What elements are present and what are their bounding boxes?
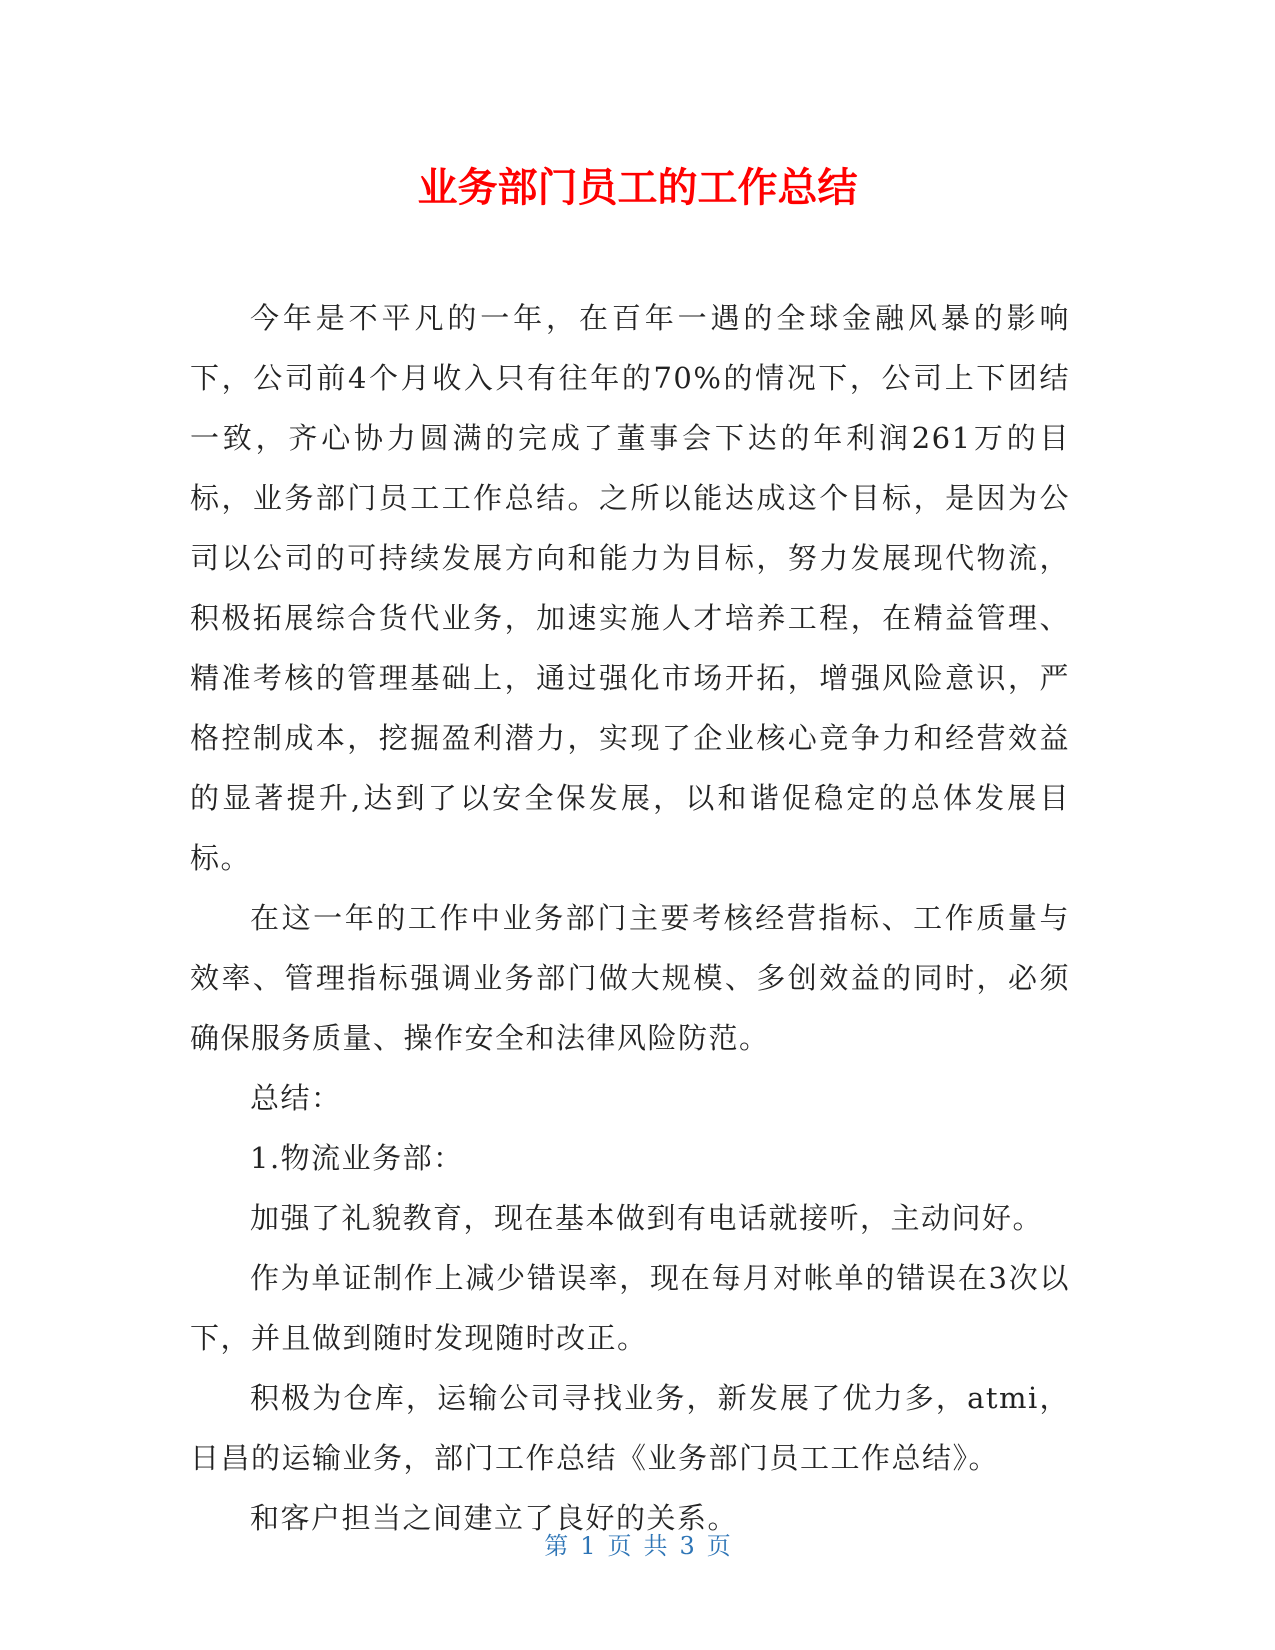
paragraph-client-relations: 和客户担当之间建立了良好的关系。 xyxy=(250,1501,739,1535)
page-footer xyxy=(0,1530,1275,1562)
paragraph-summary-heading: 总结： xyxy=(250,1081,342,1115)
paragraph-intro: 今年是不平凡的一年，在百年一遇的全球金融风暴的影响下，公司前4个月收入只有往年的70%的情况下，公司上下团结一致，齐心协力圆满的完成了董事会下达的年利润261万的目标，业务部门员工工作总结。之所以能达成这个目标，是因为公司以公司的可持续发展方向和能力为目标，努力发展现代物流，积极拓展综合货代业务，加速实施人才培养工程，在精益管理、精准考核的管理基础上，通过强化市场开拓，增强风险意识，严格控制成本，挖掘盈利潜力，实现了企业核心竞争力和经营效益的显著提升,达到了以安全保发展，以和谐促稳定的总体发展目标。 xyxy=(190,301,1070,875)
document-title: 业务部门员工的工作总结 xyxy=(417,165,858,211)
footer-prefix: 第 xyxy=(544,1532,569,1560)
paragraph-new-business: 积极为仓库，运输公司寻找业务，新发展了优力多，atmi，日昌的运输业务，部门工作总结《业务部门员工工作总结》。 xyxy=(190,1381,1070,1475)
footer-suffix: 页 xyxy=(706,1532,731,1560)
document-body xyxy=(190,288,1070,1548)
paragraph-assessment: 在这一年的工作中业务部门主要考核经营指标、工作质量与效率、管理指标强调业务部门做大规模、多创效益的同时，必须确保服务质量、操作安全和法律风险防范。 xyxy=(190,901,1070,1055)
footer-page-word: 页 xyxy=(607,1532,632,1560)
paragraph-error-rate: 作为单证制作上减少错误率，现在每月对帐单的错误在3次以下，并且做到随时发现随时改正。 xyxy=(190,1261,1070,1355)
paragraph-courtesy: 加强了礼貌教育，现在基本做到有电话就接听，主动问好。 xyxy=(250,1201,1044,1235)
footer-total-pages: 3 xyxy=(679,1532,695,1560)
footer-total-prefix: 共 xyxy=(643,1532,668,1560)
footer-current-page: 1 xyxy=(580,1532,596,1560)
paragraph-logistics-heading: 1.物流业务部： xyxy=(250,1141,464,1175)
